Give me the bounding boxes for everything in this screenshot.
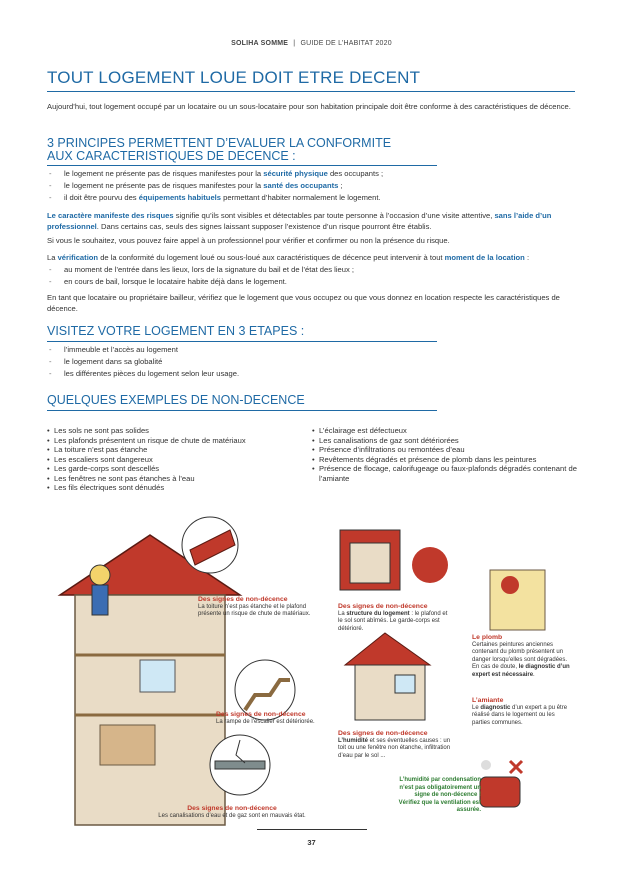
- steps-list: [47, 344, 577, 380]
- humidity-caption-title: Des signes de non-décence: [338, 730, 428, 737]
- list-item: • Les fenêtres ne sont pas étanches à l’eau: [47, 474, 307, 484]
- list-item: • La toiture n’est pas étanche: [47, 445, 307, 455]
- structure-caption: Des signes de non-décence La structure du logement : le plafond et le sol sont abîmés. Le garde-corps est détérioré.: [338, 603, 453, 633]
- pipes-caption: [152, 805, 312, 820]
- examples-right-list: [312, 426, 577, 483]
- tenant-paragraph: En tant que locataire ou propriétaire bailleur, vérifiez que le logement que vous occupez ou que vous donnez en location respecte les caractéristiques de décence.: [47, 293, 560, 313]
- footer-rule: [257, 829, 367, 830]
- title-rule: [47, 91, 575, 92]
- humid-house-illustration: [345, 633, 430, 720]
- lead-paint-wall-illustration: [490, 570, 545, 630]
- lead-caption-title: Le plomb: [472, 634, 503, 641]
- professional-paragraph: Si vous le souhaitez, vous pouvez faire appel à un professionnel pour vérifier et confirmer ou non la présence du risque.: [47, 236, 450, 245]
- section2-rule: [47, 341, 437, 342]
- list-item: • Présence de flocage, calorifugeage ou faux-plafonds dégradés contenant de l’amiante: [312, 464, 577, 483]
- humidity-caption: Des signes de non-décence L’humidité et ses éventuelles causes : un toit ou une fenêtre non étanche, infiltration d’eau par le sol ...: [338, 730, 453, 760]
- list-item: • L’éclairage est défectueux: [312, 426, 577, 436]
- roof-caption-title: Des signes de non-décence: [198, 596, 288, 603]
- header-separator: |: [293, 40, 296, 47]
- section1-title: [47, 137, 391, 163]
- list-item: - il doit être pourvu des équipements habituels permettant d’habiter normalement le logement.: [47, 192, 577, 204]
- verification-paragraph: La vérification de la conformité du logement loué ou sous-loué aux caractéristiques de décence peut intervenir à tout moment de la location :: [47, 253, 530, 262]
- stairs-caption: [216, 711, 336, 726]
- asbestos-caption-title: L’amiante: [472, 697, 504, 704]
- list-item: • Les escaliers sont dangereux: [47, 455, 307, 465]
- list-item: • Les sols ne sont pas solides: [47, 426, 307, 436]
- stairs-caption-title: Des signes de non-décence: [216, 711, 306, 718]
- list-item: - au moment de l’entrée dans les lieux, lors de la signature du bail et de l’état des lieux ;: [47, 264, 577, 276]
- page-number: 37: [307, 838, 316, 847]
- list-item: - les différentes pièces du logement selon leur usage.: [47, 368, 577, 380]
- running-header: [0, 40, 623, 47]
- roof-caption-text: La toiture n’est pas étanche et le plafond présente un risque de chute de matériaux.: [198, 603, 311, 617]
- roof-caption: [198, 596, 326, 619]
- list-item: - en cours de bail, lorsque le locataire habite déjà dans le logement.: [47, 276, 577, 288]
- structure-caption-title: Des signes de non-décence: [338, 603, 428, 610]
- section2-title: VISITEZ VOTRE LOGEMENT EN 3 ETAPES :: [47, 324, 305, 338]
- list-item: • Revêtements dégradés et présence de plomb dans les peintures: [312, 455, 577, 465]
- section1-title-line2: AUX CARACTERISTIQUES DE DECENCE :: [47, 149, 296, 163]
- section1-rule: [47, 165, 437, 166]
- section3-title: QUELQUES EXEMPLES DE NON-DECENCE: [47, 393, 305, 407]
- house-cutaway-illustration: [60, 535, 240, 825]
- list-item: • Les canalisations de gaz sont détériorées: [312, 436, 577, 446]
- condensation-note: L’humidité par condensation n’est pas obligatoirement un signe de non-décence ! Vérifiez que la ventilation est assurée.: [398, 777, 481, 813]
- principles-list: [47, 168, 577, 204]
- list-item: • Les plafonds présentent un risque de chute de matériaux: [47, 436, 307, 446]
- cooking-pot-illustration: [480, 760, 522, 807]
- roof-tiles-inset: [182, 517, 238, 573]
- list-item: - le logement dans sa globalité: [47, 356, 577, 368]
- list-item: • Les garde-corps sont descellés: [47, 464, 307, 474]
- pipes-caption-text: Les canalisations d’eau et de gaz sont en mauvais état.: [158, 812, 306, 819]
- broken-floor-illustration: [340, 530, 448, 590]
- risk-paragraph: Le caractère manifeste des risques signifie qu’ils sont visibles et détectables par toute personne à l’occasion d’une visite attentive, sans l’aide d’un professionnel. Dans certains cas, seuls des signes laissant supposer l’existence d’un risque pourront être établis.: [47, 211, 552, 231]
- list-item: • Présence d’infiltrations ou remontées d’eau: [312, 445, 577, 455]
- list-item: • Les fils électriques sont dénudés: [47, 483, 307, 493]
- list-item: - le logement ne présente pas de risques manifestes pour la sécurité physique des occupants ;: [47, 168, 577, 180]
- examples-left-list: [47, 426, 307, 493]
- asbestos-caption: L’amiante Le diagnostic d’un expert a pu être réalisé dans le logement ou les parties communes.: [472, 697, 572, 727]
- section1-title-line1: 3 PRINCIPES PERMETTENT D’EVALUER LA CONFORMITE: [47, 136, 392, 150]
- lead-caption: Le plomb Certaines peintures anciennes contenant du plomb présentent un danger lorsqu’elles sont dégradées. En cas de doute, le diagnostic d’un expert est nécessaire.: [472, 634, 572, 679]
- moments-list: [47, 264, 577, 288]
- pipes-inset: [210, 735, 270, 795]
- header-guide: GUIDE DE L’HABITAT 2020: [300, 40, 392, 47]
- section3-rule: [47, 410, 437, 411]
- stairs-caption-text: La rampe de l’escalier est détériorée.: [216, 718, 315, 725]
- list-item: - le logement ne présente pas de risques manifestes pour la santé des occupants ;: [47, 180, 577, 192]
- header-brand: SOLIHA SOMME: [231, 40, 289, 47]
- pipes-caption-title: Des signes de non-décence: [187, 805, 277, 812]
- intro-paragraph: Aujourd’hui, tout logement occupé par un locataire ou un sous-locataire pour son habitation principale doit être conforme à des caractéristiques de décence.: [47, 102, 571, 111]
- page-title: TOUT LOGEMENT LOUE DOIT ETRE DECENT: [47, 68, 421, 87]
- list-item: - l’immeuble et l’accès au logement: [47, 344, 577, 356]
